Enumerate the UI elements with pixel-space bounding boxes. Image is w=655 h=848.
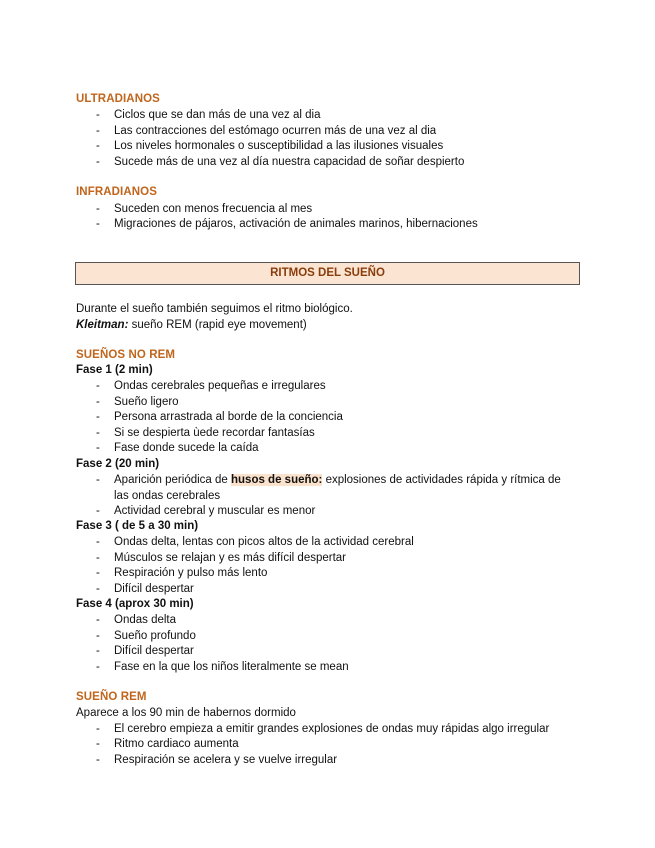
rem-heading: SUEÑO REM: [76, 691, 147, 703]
intro-line: Durante el sueño también seguimos el ritmo biológico.: [76, 303, 353, 315]
husos-highlight: husos de sueño:: [231, 474, 323, 486]
no-rem-heading: SUEÑOS NO REM: [76, 349, 176, 361]
section-banner: RITMOS DEL SUEÑO: [75, 262, 580, 285]
list-item-continuation: las ondas cerebrales: [114, 490, 221, 502]
kleitman-line: [76, 319, 307, 331]
fase1-title: Fase 1 (2 min): [76, 364, 153, 376]
rem-intro: Aparece a los 90 min de habernos dormido: [76, 707, 296, 719]
fase3-title: Fase 3 ( de 5 a 30 min): [76, 520, 199, 532]
ultradianos-heading: ULTRADIANOS: [76, 93, 160, 105]
fase4-title: Fase 4 (aprox 30 min): [76, 598, 194, 610]
document-page: ULTRADIANOS - Ciclos que se dan más de una vez al dia - Las contracciones del estómago ocurren más de una vez al dia - Los niveles hormonales o susceptibilidad a las ilusiones visuales - Sucede más de una vez al día nuestra capacidad de soñar despierto INFRADIANOS - Suceden con menos frecuencia al mes - Migraciones de pájaros, activación de animales marinos, hibernaciones RITMOS DEL SUEÑO Durante el sueño también seguimos el ritmo biológico. Kleitman: sueño REM (rapid eye movement) SUEÑOS NO REM Fase 1 (2 min) - Ondas cerebrales pequeñas e irregulares - Sueño ligero - Persona arrastrada al borde de la conciencia - Si se despierta ùede recordar fantasías - Fase donde sucede la caída Fase 2 (20 min) - Aparición periódica de husos de sueño: explosiones de actividades rápida y rítmica de las ondas cerebrales - Actividad cerebral y muscular es menor Fase 3 ( de 5 a 30 min) - Ondas delta, lentas con picos altos de la actividad cerebral - Músculos se relajan y es más difícil despertar - Respiración y pulso más lento - Difícil despertar Fase 4 (aprox 30 min) - Ondas delta - Sueño profundo - Difícil despertar - Fase en la que los niños literalmente se mean SUEÑO REM Aparece a los 90 min de habernos dormido - El cerebro empieza a emitir grandes explosiones de ondas muy rápidas algo irregular - Ritmo cardiaco aumenta - Respiración se acelera y se vuelve irregular: [0, 0, 655, 848]
kleitman-label: Kleitman:: [76, 319, 129, 331]
fase2-title: Fase 2 (20 min): [76, 458, 160, 470]
kleitman-text: sueño REM (rapid eye movement): [128, 319, 307, 331]
infradianos-heading: INFRADIANOS: [76, 186, 157, 198]
